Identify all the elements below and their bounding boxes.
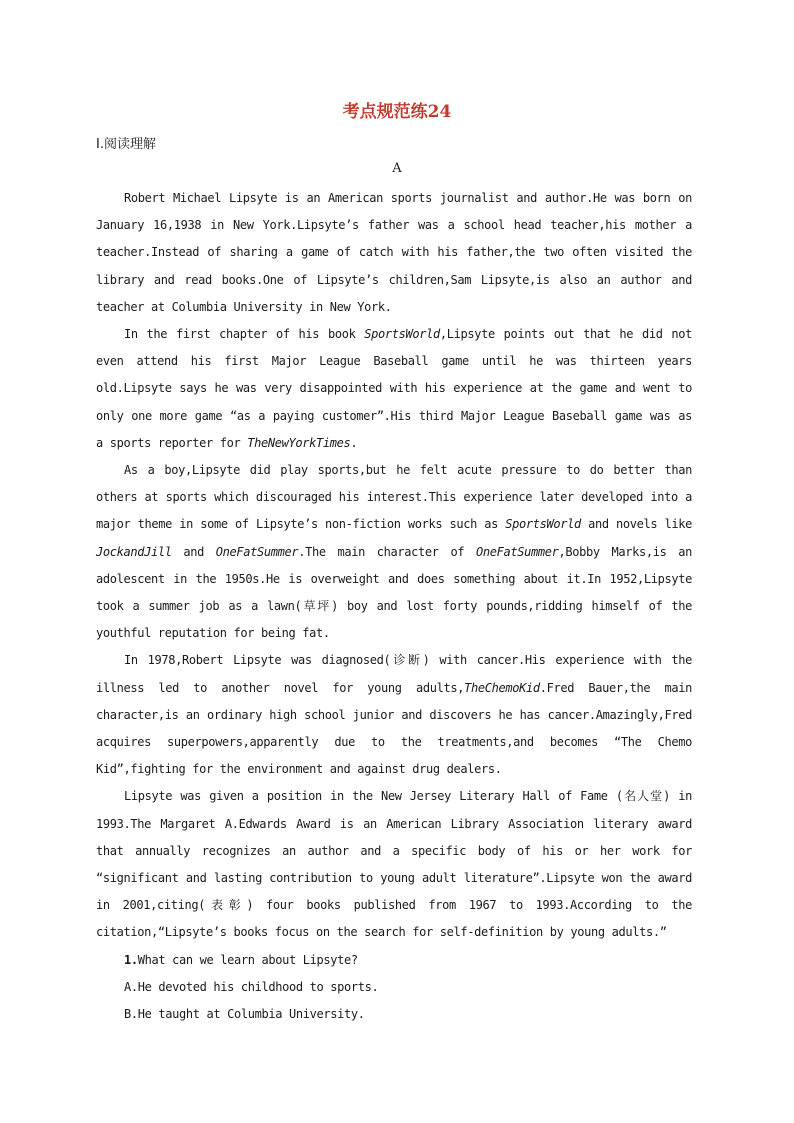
paragraph-text: . (350, 435, 358, 450)
paragraph-text: In 1978,Robert Lipsyte was diagnosed(诊断) with cancer.His experience with the illness led to another novel for young adults, (96, 653, 692, 695)
paragraph-text: .The main character of (298, 544, 476, 559)
paragraph (96, 457, 692, 647)
paragraph-text: In the first chapter of his book (124, 327, 365, 342)
question-text: What can we learn about Lipsyte? (137, 952, 358, 967)
italic-title: SportsWorld (505, 517, 581, 532)
question-stem (96, 947, 692, 974)
paragraph (96, 321, 692, 457)
italic-title: JockandJill (96, 544, 172, 559)
passage-label: A (392, 161, 402, 176)
italic-title: OneFatSummer (475, 544, 559, 559)
paragraph-text: ,Bobby Marks,is an adolescent in the 1950s.He is overweight and does something about it.In 1952,Lipsyte took a summer job as a lawn(草坪) boy and lost forty pounds,ridding himself of the youthful reputation for being fat. (96, 544, 692, 641)
italic-title: TheNewYorkTimes (247, 435, 351, 450)
paragraph (96, 185, 692, 321)
paragraph-text: and (171, 544, 216, 559)
paragraph (96, 783, 692, 946)
passage-body (96, 185, 692, 1028)
paragraph-text: ,Lipsyte points out that he did not even attend his first Major League Baseball game until he was thirteen years old.Lipsyte says he was very disappointed with his experience at the game and went to only one more game “as a paying customer”.His third Major League Baseball game was as a sports reporter for (96, 327, 692, 450)
italic-title: SportsWorld (364, 327, 440, 342)
question-1 (96, 947, 692, 1029)
option-b: B.He taught at Columbia University. (124, 1007, 365, 1022)
section-heading: Ⅰ.阅读理解 (96, 137, 156, 152)
italic-title: TheChemoKid (464, 680, 540, 695)
passage-paragraphs (96, 185, 692, 947)
paragraph-text: .Fred Bauer,the main character,is an ordinary high school junior and discovers he has cancer.Amazingly,Fred acquires superpowers,apparently due to the treatments,and becomes “The Chemo Kid”,fighting for the environment and against drug dealers. (96, 680, 693, 777)
paragraph (96, 647, 692, 783)
paragraph-text: As a boy,Lipsyte did play sports,but he felt acute pressure to do better than others at sports which discouraged his interest.This experience later developed into a major theme in some of Lipsyte’s non-fiction works such as (96, 463, 692, 532)
option-a: A.He devoted his childhood to sports. (124, 979, 379, 994)
question-number: 1. (124, 952, 138, 967)
paragraph-text: Lipsyte was given a position in the New Jersey Literary Hall of Fame (名人堂) in 1993.The Margaret A.Edwards Award is an American Library Association literary award that annually recognizes an author and a specific body of his or her work for “significant and lasting contribution to young adult literature”.Lipsyte won the award in 2001,citing(表彰) four books published from 1967 to 1993.According to the citation,“Lipsyte’s books focus on the search for self-definition by young adults.” (96, 789, 692, 940)
italic-title: OneFatSummer (215, 544, 299, 559)
page-title: 考点规范练24 (342, 102, 452, 122)
paragraph-text: Robert Michael Lipsyte is an American sports journalist and author.He was born on January 16,1938 in New York.Lipsyte’s father was a school head teacher,his mother a teacher.Instead of sharing a game of catch with his father,the two often visited the library and read books.One of Lipsyte’s children,Sam Lipsyte,is also an author and teacher at Columbia University in New York. (96, 191, 692, 314)
paragraph-text: and novels like (580, 517, 692, 532)
